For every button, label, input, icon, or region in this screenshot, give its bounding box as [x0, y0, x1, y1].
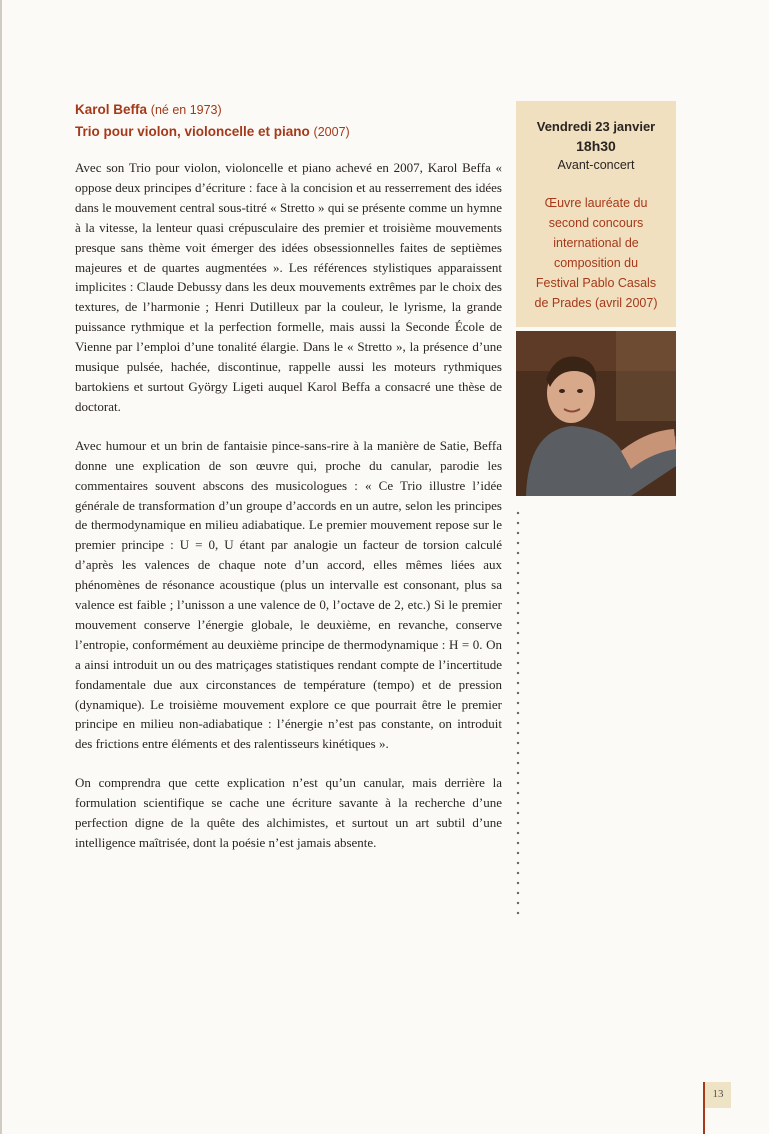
- award-line: second concours: [548, 216, 644, 230]
- award-line: de Prades (avril 2007): [534, 296, 658, 310]
- work-year: (2007): [313, 125, 350, 139]
- award-note: [516, 193, 676, 313]
- award-line: Festival Pablo Casals: [535, 276, 657, 290]
- program-heading: [75, 99, 495, 143]
- composer-dates: (né en 1973): [150, 103, 222, 117]
- composer-line: [75, 99, 495, 121]
- concert-event-type: Avant-concert: [557, 158, 635, 172]
- work-line: [75, 121, 495, 143]
- portrait-illustration: [516, 331, 676, 496]
- work-title: Trio pour violon, violoncelle et piano: [75, 124, 310, 139]
- award-line: international de: [553, 236, 639, 250]
- page-number: 13: [703, 1082, 731, 1108]
- page-number-rule: [703, 1108, 705, 1134]
- award-line: Œuvre lauréate du: [544, 196, 648, 210]
- award-line: composition du: [553, 256, 639, 270]
- program-notes: [75, 158, 502, 872]
- concert-time: 18h30: [576, 138, 616, 154]
- composer-name: Karol Beffa: [75, 102, 148, 117]
- dotted-divider: [515, 508, 523, 918]
- concert-date: Vendredi 23 janvier: [536, 119, 656, 134]
- concert-info-box: [516, 101, 676, 327]
- paragraph-1: Avec son Trio pour violon, violoncelle et piano achevé en 2007, Karol Beffa « oppose deux principes d’écriture : face à la concision et au resserrement des idées dans le mouvement central sous-titré « Stretto » qui se présente comme un hymne à la vitesse, la lenteur quasi crépusculaire des premier et troisième mouvements presque sans thème voit émerger des idées obsessionnelles faites de septièmes majeures et de quartes augmentées ». Les références stylistiques apparaissent implicites : Claude Debussy dans les deux mouvements extrêmes par le choix des textures, de l’harmonie ; Henri Dutilleux par la couleur, le lyrisme, la grande puissance rythmique et la perfection formelle, mais aussi la Seconde École de Vienne par l’emploi d’une tonalité élargie. Dans le « Stretto », la présence d’une musique pulsée, hachée, discontinue, rappelle aussi les moteurs rythmiques bartokiens et surtout György Ligeti auquel Karol Beffa a consacré une thèse de doctorat.: [75, 160, 502, 414]
- paragraph-3: On comprendra que cette explication n’est qu’un canular, mais derrière la formulation scientifique se cache une écriture savante à la recherche d’une perfection digne de la quête des alchimistes, et surtout un art subtil d’une intelligence maîtrisée, dont la poésie n’est jamais absente.: [75, 775, 502, 850]
- composer-portrait-photo: [516, 331, 676, 496]
- paragraph-2: Avec humour et un brin de fantaisie pince-sans-rire à la manière de Satie, Beffa donne une explication de son œuvre qui, proche du canular, parodie les commentaires souvent abscons des musicologues : « Ce Trio illustre l’idée générale de transformation d’un groupe d’accords en un autre, selon les principes de thermodynamique en milieu adiabatique. Le premier mouvement repose sur le premier principe : U = 0, U étant par analogie un facteur de torsion calculé d’après les valences de chaque note d’un accord, elles mêmes liées aux phénomènes de résonance acoustique (plus un intervalle est consonant, plus sa valence est faible ; l’unisson a une valence de 0, l’octave de 2, etc.) Si le premier mouvement conserve l’énergie globale, le deuxième, en revanche, conserve l’entropie, conformément au deuxième principe de thermodynamique : H = 0. On a ainsi introduit un ou des matriçages statistiques rendant compte de l’incertitude fondamentale due aux circonstances de température (tempo) et de pression (dynamique). Le troisième mouvement explore ce que pourrait être le premier principe en milieu non-adiabatique : l’énergie n’est pas constante, on introduit des frictions entre éléments et des ralentisseurs kinétiques ».: [75, 437, 502, 752]
